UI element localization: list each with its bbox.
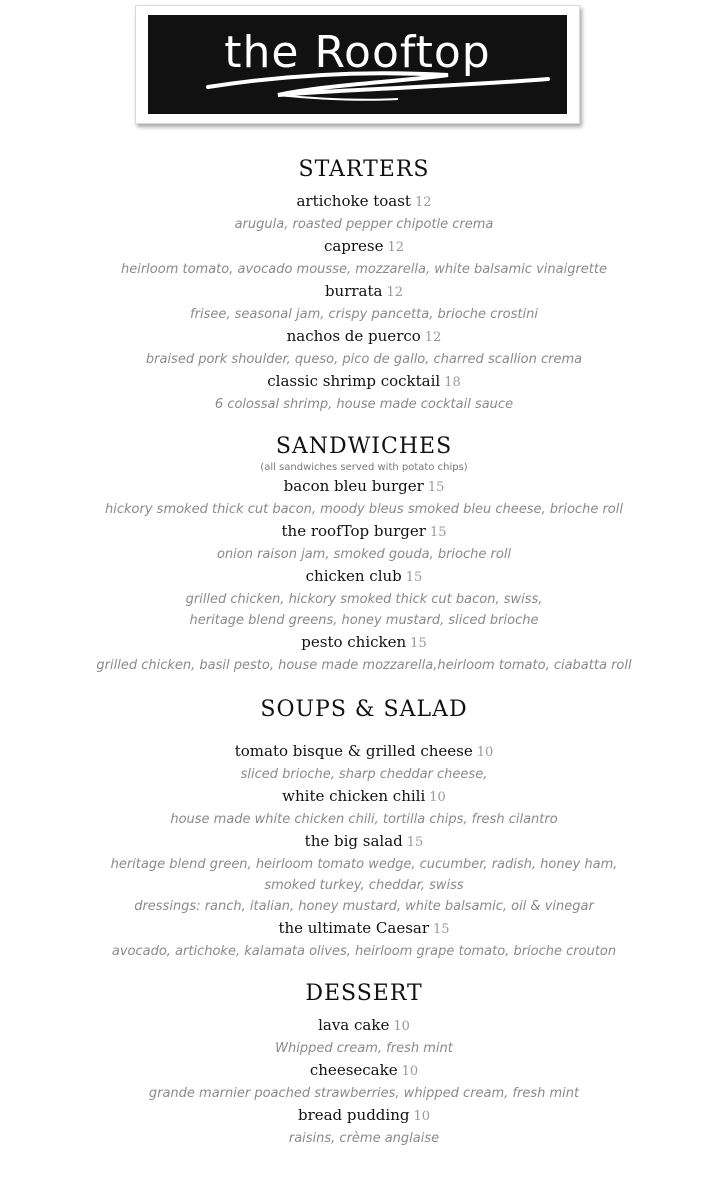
item-name: white chicken chili xyxy=(282,787,426,805)
item-description: onion raison jam, smoked gouda, brioche roll xyxy=(216,547,512,562)
item-name: burrata xyxy=(324,282,383,300)
item-description: hickory smoked thick cut bacon, moody bleus smoked bleu cheese, brioche roll xyxy=(105,502,623,517)
item-price: 12 xyxy=(414,195,432,210)
item-description: arugula, roasted pepper chipotle crema xyxy=(234,217,494,232)
item-name: lava cake xyxy=(318,1016,390,1034)
menu xyxy=(0,150,728,1161)
menu-item xyxy=(0,1104,728,1128)
item-description: grilled chicken, hickory smoked thick cut bacon, swiss, xyxy=(185,592,543,607)
item-description: frisee, seasonal jam, crispy pancetta, brioche crostini xyxy=(190,307,538,322)
item-name: bread pudding xyxy=(297,1106,410,1124)
menu-item xyxy=(0,631,728,655)
menu-item xyxy=(0,1059,728,1083)
item-description: grande marnier poached strawberries, whipped cream, fresh mint xyxy=(148,1086,580,1101)
item-price: 10 xyxy=(393,1019,410,1034)
item-name: pesto chicken xyxy=(301,633,407,651)
item-description: grilled chicken, basil pesto, house made mozzarella,heirloom tomato, ciabatta roll xyxy=(96,658,632,673)
menu-section-soups-salad xyxy=(0,690,728,962)
item-price: 15 xyxy=(429,525,447,540)
menu-section-starters xyxy=(0,150,728,415)
section-title: SOUPS & SALAD xyxy=(260,697,468,722)
menu-item xyxy=(0,280,728,304)
menu-item xyxy=(0,565,728,589)
item-price: 12 xyxy=(387,240,405,255)
menu-item xyxy=(0,235,728,259)
swoosh-icon xyxy=(148,15,567,114)
item-name: the roofTop burger xyxy=(281,522,426,540)
logo-panel xyxy=(148,15,567,114)
item-name: caprese xyxy=(323,237,384,255)
item-description: raisins, crème anglaise xyxy=(288,1131,440,1146)
item-description: sliced brioche, sharp cheddar cheese, xyxy=(240,767,488,782)
item-description: smoked turkey, cheddar, swiss xyxy=(264,878,464,893)
item-name: the big salad xyxy=(304,832,403,850)
menu-item xyxy=(0,520,728,544)
section-title: SANDWICHES xyxy=(275,434,453,459)
item-price: 12 xyxy=(424,330,442,345)
item-name: tomato bisque & grilled cheese xyxy=(234,742,473,760)
menu-item xyxy=(0,1014,728,1038)
item-description: braised pork shoulder, queso, pico de gallo, charred scallion crema xyxy=(145,352,583,367)
menu-item xyxy=(0,370,728,394)
menu-section-sandwiches xyxy=(0,427,728,676)
item-name: classic shrimp cocktail xyxy=(267,372,441,390)
item-description: heritage blend green, heirloom tomato wedge, cucumber, radish, honey ham, xyxy=(110,857,618,872)
item-price: 12 xyxy=(386,285,404,300)
item-description: dressings: ranch, italian, honey mustard, white balsamic, oil & vinegar xyxy=(134,899,594,914)
item-name: nachos de puerco xyxy=(286,327,421,345)
menu-item xyxy=(0,785,728,809)
item-description: Whipped cream, fresh mint xyxy=(275,1041,453,1056)
item-price: 15 xyxy=(433,922,450,937)
item-name: chicken club xyxy=(305,567,402,585)
menu-item xyxy=(0,830,728,854)
item-name: bacon bleu burger xyxy=(283,477,424,495)
section-note: (all sandwiches served with potato chips) xyxy=(260,462,468,473)
section-title: STARTERS xyxy=(298,157,430,182)
item-price: 18 xyxy=(444,375,461,390)
item-price: 10 xyxy=(476,745,494,760)
item-price: 15 xyxy=(410,636,427,651)
item-name: the ultimate Caesar xyxy=(278,919,430,937)
item-description: heirloom tomato, avocado mousse, mozzarella, white balsamic vinaigrette xyxy=(120,262,607,277)
item-description: avocado, artichoke, kalamata olives, heirloom grape tomato, brioche crouton xyxy=(111,944,617,959)
item-price: 15 xyxy=(405,570,423,585)
menu-item xyxy=(0,325,728,349)
item-price: 15 xyxy=(427,480,445,495)
menu-section-dessert xyxy=(0,974,728,1149)
section-title: DESSERT xyxy=(305,981,423,1006)
item-description: 6 colossal shrimp, house made cocktail sauce xyxy=(214,397,514,412)
restaurant-logo xyxy=(135,5,580,124)
logo-text: the Rooftop xyxy=(224,27,491,78)
item-price: 10 xyxy=(429,790,446,805)
menu-item xyxy=(0,740,728,764)
item-description: house made white chicken chili, tortilla chips, fresh cilantro xyxy=(170,812,558,827)
menu-item xyxy=(0,917,728,941)
menu-item xyxy=(0,190,728,214)
item-price: 10 xyxy=(413,1109,431,1124)
item-name: cheesecake xyxy=(309,1061,398,1079)
menu-item xyxy=(0,475,728,499)
item-price: 10 xyxy=(401,1064,419,1079)
item-price: 15 xyxy=(406,835,424,850)
item-name: artichoke toast xyxy=(296,192,411,210)
item-description: heritage blend greens, honey mustard, sliced brioche xyxy=(189,613,539,628)
